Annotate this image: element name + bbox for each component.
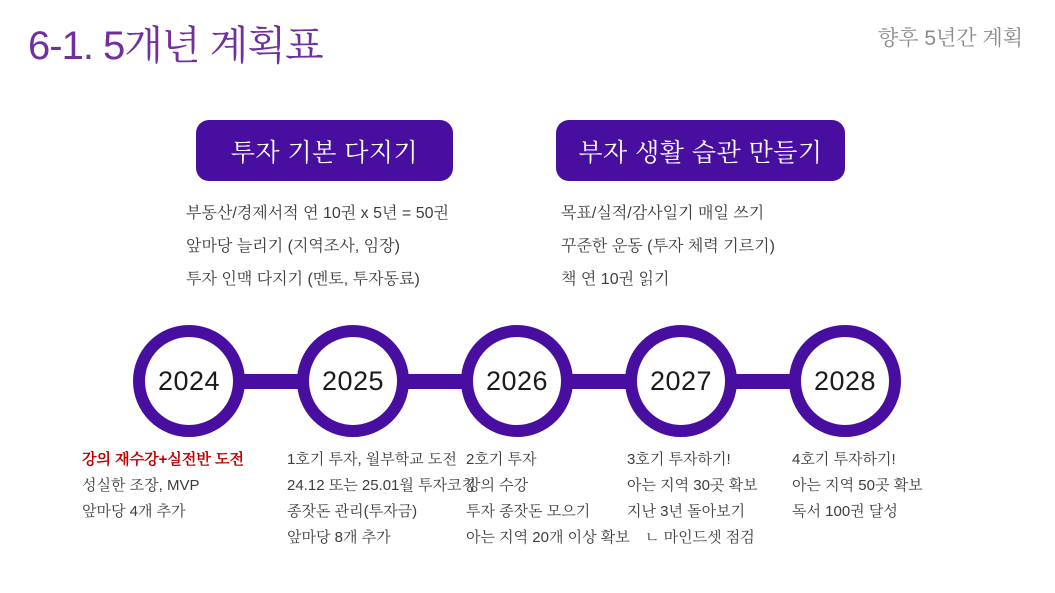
timeline-goal: 아는 지역 50곳 확보 [792, 477, 923, 494]
timeline-goal: 투자 종잣돈 모으기 [466, 503, 591, 520]
section-header-label: 부자 생활 습관 만들기 [578, 138, 823, 167]
list-item: 목표/실적/감사일기 매일 쓰기 [561, 205, 765, 222]
list-item: 투자 인맥 다지기 (멘토, 투자동료) [186, 271, 420, 288]
list-item: 부동산/경제서적 연 10권 x 5년 = 50권 [186, 205, 449, 222]
invest-basics-list [186, 197, 449, 296]
page-title: 6-1. 5개년 계획표 [28, 24, 323, 68]
timeline-goal: 지난 3년 돌아보기 [627, 503, 746, 520]
timeline-node-2026 [461, 325, 573, 437]
rich-habits-list [561, 197, 775, 296]
timeline-goal: 강의 수강 [466, 477, 529, 494]
timeline-goal: 4호기 투자하기! [792, 451, 896, 468]
timeline-goal: 1호기 투자, 월부학교 도전 [287, 451, 457, 468]
timeline-column-2024 [82, 447, 244, 525]
timeline-goal: 독서 100권 달성 [792, 503, 898, 520]
year-label: 2026 [485, 365, 549, 396]
year-label: 2025 [321, 365, 385, 396]
timeline-subgoal: ㄴ 마인드셋 점검 [645, 529, 755, 546]
timeline-node-2028 [789, 325, 901, 437]
timeline-goal: 아는 지역 20개 이상 확보 [466, 529, 630, 546]
timeline-goal: 종잣돈 관리(투자금) [287, 503, 418, 520]
year-label: 2024 [157, 365, 221, 396]
header-note: 향후 5년간 계획 [877, 27, 1023, 50]
list-item: 책 연 10권 읽기 [561, 271, 670, 288]
timeline-goal: 성실한 조장, MVP [82, 477, 200, 494]
timeline-column-2025 [287, 447, 476, 551]
timeline-goal: 아는 지역 30곳 확보 [627, 477, 758, 494]
timeline-column-2026 [466, 447, 630, 551]
timeline-goal: 3호기 투자하기! [627, 451, 731, 468]
timeline-column-2027 [627, 447, 758, 551]
timeline-node-2027 [625, 325, 737, 437]
timeline-node-2024 [133, 325, 245, 437]
list-item: 꾸준한 운동 (투자 체력 기르기) [561, 238, 775, 255]
section-header-rich-habits [556, 120, 845, 181]
year-label: 2027 [649, 365, 713, 396]
timeline-column-2028 [792, 447, 923, 525]
timeline-goal-highlight: 강의 재수강+실전반 도전 [82, 451, 244, 468]
timeline-goal: 앞마당 4개 추가 [82, 503, 186, 520]
section-header-invest-basics [196, 120, 453, 181]
year-label: 2028 [813, 365, 877, 396]
section-header-label: 투자 기본 다지기 [230, 138, 419, 167]
timeline-node-2025 [297, 325, 409, 437]
timeline-goal: 24.12 또는 25.01월 투자코칭 [287, 477, 477, 494]
list-item: 앞마당 늘리기 (지역조사, 임장) [186, 238, 400, 255]
timeline-goal: 2호기 투자 [466, 451, 537, 468]
timeline-goal: 앞마당 8개 추가 [287, 529, 391, 546]
